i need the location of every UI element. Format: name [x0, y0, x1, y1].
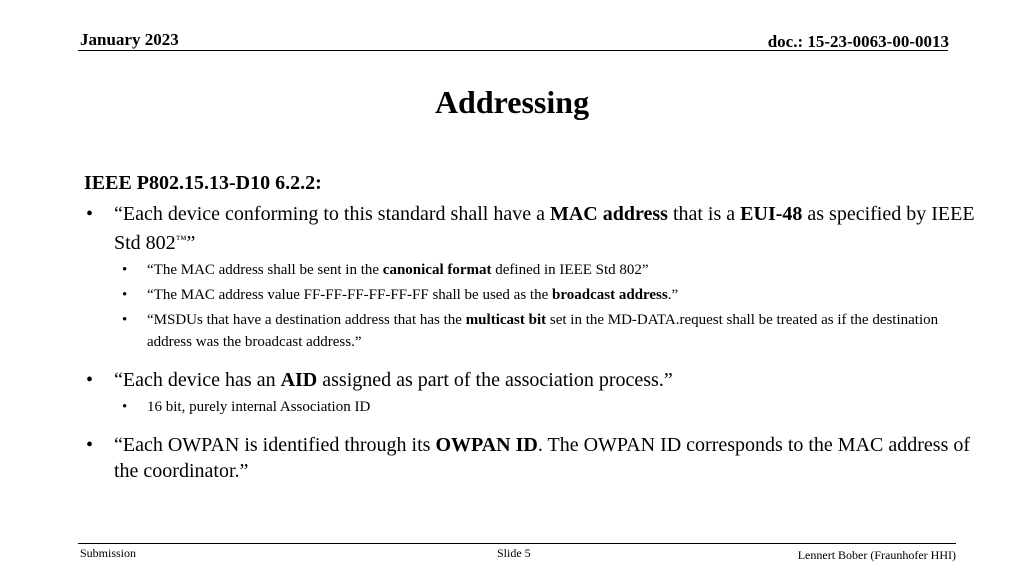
bullet-aid — [84, 367, 984, 393]
bullet-text: . The OWPAN ID corresponds to the MAC address of the coordinator.” — [114, 434, 971, 482]
slide-content — [84, 172, 984, 484]
sub-bullet-multicast — [84, 309, 984, 353]
bullet-icon: • — [122, 262, 128, 278]
sub-bullet-text: defined in IEEE Std 802” — [491, 262, 649, 278]
bold-term: MAC address — [549, 203, 668, 225]
spacer — [84, 353, 984, 367]
bullet-mac-address — [84, 201, 984, 256]
bullet-text: ” — [186, 232, 196, 254]
footer-slide-number: Slide 5 — [497, 546, 531, 560]
trademark-symbol: ™ — [175, 234, 187, 246]
footer-submission: Submission — [80, 546, 137, 560]
sub-bullet-text: “The MAC address shall be sent in the — [147, 262, 383, 278]
bullet-text: “Each device has an — [114, 369, 281, 391]
bullet-icon: • — [122, 312, 128, 328]
header-doc-id: doc.: 15-23-0063-00-0013 — [767, 32, 949, 51]
section-heading: IEEE P802.15.13-D10 6.2.2: — [84, 172, 322, 194]
footer-divider — [78, 543, 956, 544]
bullet-text: “Each device conforming to this standard shall have a — [114, 203, 550, 225]
footer-author: Lennert Bober (Fraunhofer HHI) — [797, 548, 956, 562]
sub-bullet-broadcast-address — [84, 284, 984, 306]
bold-term: multicast bit — [465, 312, 547, 328]
sub-bullet-canonical-format — [84, 259, 984, 281]
spacer — [84, 418, 984, 432]
sub-bullet-association-id — [84, 396, 984, 418]
bullet-text: that is a — [667, 203, 741, 225]
header-divider — [78, 50, 948, 51]
sub-bullet-text: 16 bit, purely internal Association ID — [147, 399, 371, 415]
bold-term: canonical format — [382, 262, 492, 278]
sub-bullet-text: “The MAC address value FF-FF-FF-FF-FF-FF shall be used as the — [147, 287, 553, 303]
bullet-text: as specified by IEEE Std 802 — [114, 203, 975, 254]
bold-term: OWPAN ID — [435, 434, 538, 456]
sub-bullet-text: set in the MD-DATA.request shall be treated as if the destination address was the broadcast address.” — [147, 312, 939, 350]
bold-term: EUI-48 — [740, 203, 803, 225]
slide-title: Addressing — [434, 84, 590, 120]
bullet-text: assigned as part of the association process.” — [317, 369, 673, 391]
sub-bullet-text: .” — [667, 287, 679, 303]
bullet-icon: • — [86, 369, 94, 391]
bullet-owpan-id — [84, 432, 984, 484]
sub-bullet-text: “MSDUs that have a destination address that has the — [147, 312, 466, 328]
header-date: January 2023 — [80, 30, 179, 49]
bold-term: AID — [280, 369, 318, 391]
bold-term: broadcast address — [552, 287, 668, 303]
bullet-text: “Each OWPAN is identified through its — [114, 434, 436, 456]
bullet-icon: • — [122, 287, 128, 303]
bullet-icon: • — [122, 399, 128, 415]
bullet-icon: • — [86, 434, 94, 456]
bullet-icon: • — [86, 203, 94, 225]
